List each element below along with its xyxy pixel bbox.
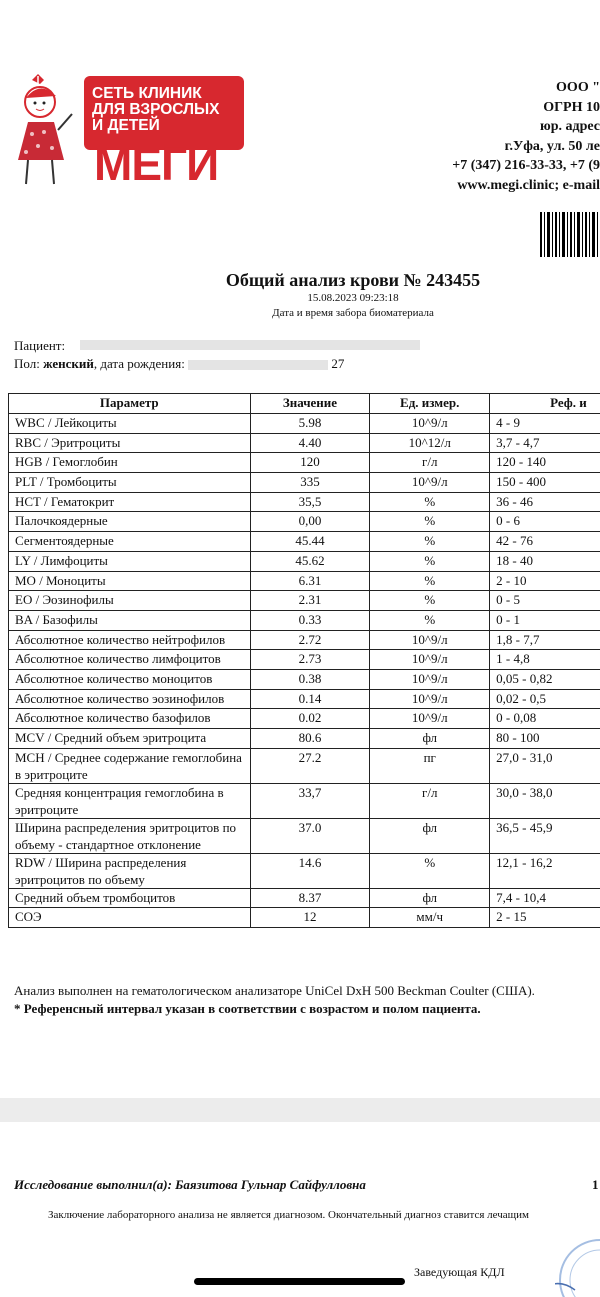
cell-reference: 36 - 46 — [490, 492, 600, 512]
cell-unit: % — [370, 532, 490, 552]
cell-reference: 27,0 - 31,0 — [490, 748, 600, 783]
collection-date-label: Дата и время забора биоматериала — [272, 307, 434, 319]
cell-parameter: Средний объем тромбоцитов — [9, 888, 251, 908]
cell-parameter: RDW / Ширина распределения эритроцитов по объему — [9, 853, 251, 888]
cell-value: 335 — [250, 473, 370, 493]
results-table — [8, 393, 600, 928]
cell-value: 5.98 — [250, 414, 370, 434]
cell-parameter: Средняя концентрация гемоглобина в эритроците — [9, 783, 251, 818]
cell-value: 33,7 — [250, 783, 370, 818]
cell-unit: мм/ч — [370, 908, 490, 928]
stamp-icon — [555, 1235, 600, 1297]
cell-unit: % — [370, 853, 490, 888]
cell-value: 12 — [250, 908, 370, 928]
table-row — [9, 630, 600, 650]
cell-parameter: СОЭ — [9, 908, 251, 928]
cell-reference: 0,05 - 0,82 — [490, 669, 600, 689]
cell-value: 45.44 — [250, 532, 370, 552]
cell-reference: 80 - 100 — [490, 729, 600, 749]
cell-reference: 30,0 - 38,0 — [490, 783, 600, 818]
cell-value: 0.02 — [250, 709, 370, 729]
cell-parameter: Абсолютное количество эозинофилов — [9, 689, 251, 709]
cell-value: 27.2 — [250, 748, 370, 783]
cell-unit: пг — [370, 748, 490, 783]
cell-value: 2.31 — [250, 591, 370, 611]
table-row — [9, 650, 600, 670]
table-row — [9, 591, 600, 611]
disclaimer: Заключение лабораторного анализа не является диагнозом. Окончательный диагноз ставится лечащим — [48, 1209, 530, 1221]
cell-parameter: MCH / Среднее содержание гемоглобина в эритроците — [9, 748, 251, 783]
cell-value: 80.6 — [250, 729, 370, 749]
cell-reference: 12,1 - 16,2 — [490, 853, 600, 888]
cell-parameter: HCT / Гематокрит — [9, 492, 251, 512]
page-separator — [0, 1098, 600, 1122]
barcode-icon — [540, 212, 600, 257]
patient-age: 27 — [331, 356, 345, 371]
header-reference: Реф. и — [490, 394, 600, 414]
table-row — [9, 729, 600, 749]
table-row — [9, 908, 600, 928]
cell-reference: 0 - 6 — [490, 512, 600, 532]
cell-parameter: Абсолютное количество моноцитов — [9, 669, 251, 689]
cell-reference: 0 - 5 — [490, 591, 600, 611]
cell-unit: 10^12/л — [370, 433, 490, 453]
cell-unit: фл — [370, 818, 490, 853]
cell-value: 45.62 — [250, 551, 370, 571]
cell-parameter: Абсолютное количество базофилов — [9, 709, 251, 729]
cell-parameter: EO / Эозинофилы — [9, 591, 251, 611]
table-row — [9, 689, 600, 709]
cell-value: 37.0 — [250, 818, 370, 853]
head-signature-label: Заведующая КДЛ — [414, 1265, 505, 1279]
table-row — [9, 818, 600, 853]
report-title: Общий анализ крови № 243455 — [225, 270, 481, 290]
cell-reference: 36,5 - 45,9 — [490, 818, 600, 853]
table-row — [9, 433, 600, 453]
reference-note: * Референсный интервал указан в соответствии с возрастом и полом пациента. — [14, 1001, 481, 1016]
header-parameter: Параметр — [9, 394, 251, 414]
table-row — [9, 853, 600, 888]
cell-reference: 1 - 4,8 — [490, 650, 600, 670]
cell-reference: 42 - 76 — [490, 532, 600, 552]
home-indicator[interactable] — [194, 1278, 405, 1285]
cell-unit: фл — [370, 888, 490, 908]
cell-value: 4.40 — [250, 433, 370, 453]
table-row — [9, 551, 600, 571]
cell-unit: 10^9/л — [370, 669, 490, 689]
cell-unit: % — [370, 492, 490, 512]
collection-date: 15.08.2023 09:23:18 — [307, 292, 399, 304]
cell-value: 0,00 — [250, 512, 370, 532]
table-row — [9, 571, 600, 591]
cell-unit: 10^9/л — [370, 414, 490, 434]
cell-unit: % — [370, 610, 490, 630]
cell-reference: 0 - 1 — [490, 610, 600, 630]
cell-reference: 3,7 - 4,7 — [490, 433, 600, 453]
organization-details: ООО " ОГРН 10 юр. адрес г.Уфа, ул. 50 ле +7 (347) 216-33-33, +7 (9 www.megi.clinic; e-mail — [452, 80, 600, 193]
cell-unit: % — [370, 571, 490, 591]
cell-parameter: BA / Базофилы — [9, 610, 251, 630]
redacted-patient-name — [80, 340, 420, 350]
header-unit: Ед. измер. — [370, 394, 490, 414]
table-row — [9, 473, 600, 493]
cell-value: 35,5 — [250, 492, 370, 512]
girl-mascot-icon — [14, 72, 84, 192]
logo-banner: СЕТЬ КЛИНИК ДЛЯ ВЗРОСЛЫХ И ДЕТЕЙ — [84, 76, 244, 150]
patient-sex-row: Пол: женский, дата рождения: 27 — [14, 356, 345, 371]
cell-value: 8.37 — [250, 888, 370, 908]
cell-unit: 10^9/л — [370, 709, 490, 729]
cell-value: 0.33 — [250, 610, 370, 630]
cell-unit: 10^9/л — [370, 650, 490, 670]
header-value: Значение — [250, 394, 370, 414]
cell-unit: % — [370, 551, 490, 571]
cell-reference: 120 - 140 — [490, 453, 600, 473]
cell-parameter: Сегментоядерные — [9, 532, 251, 552]
table-row — [9, 532, 600, 552]
cell-unit: г/л — [370, 783, 490, 818]
cell-unit: 10^9/л — [370, 630, 490, 650]
cell-unit: % — [370, 512, 490, 532]
cell-parameter: LY / Лимфоциты — [9, 551, 251, 571]
cell-parameter: Палочкоядерные — [9, 512, 251, 532]
table-row — [9, 610, 600, 630]
cell-unit: фл — [370, 729, 490, 749]
table-row — [9, 453, 600, 473]
cell-parameter: MO / Моноциты — [9, 571, 251, 591]
cell-parameter: HGB / Гемоглобин — [9, 453, 251, 473]
cell-parameter: Абсолютное количество лимфоцитов — [9, 650, 251, 670]
table-row — [9, 783, 600, 818]
cell-reference: 150 - 400 — [490, 473, 600, 493]
cell-parameter: RBC / Эритроциты — [9, 433, 251, 453]
cell-value: 2.73 — [250, 650, 370, 670]
cell-reference: 0 - 0,08 — [490, 709, 600, 729]
cell-parameter: Ширина распределения эритроцитов по объему - стандартное отклонение — [9, 818, 251, 853]
logo-brand: МЕГИ — [94, 138, 219, 190]
patient-sex: женский — [43, 356, 94, 371]
table-row — [9, 414, 600, 434]
clinic-logo — [14, 72, 244, 192]
executor-line: Исследование выполнил(а): Баязитова Гульнар Сайфулловна — [14, 1177, 366, 1192]
table-row — [9, 669, 600, 689]
cell-reference: 7,4 - 10,4 — [490, 888, 600, 908]
cell-unit: 10^9/л — [370, 473, 490, 493]
cell-reference: 4 - 9 — [490, 414, 600, 434]
cell-unit: 10^9/л — [370, 689, 490, 709]
cell-value: 0.14 — [250, 689, 370, 709]
cell-reference: 2 - 15 — [490, 908, 600, 928]
cell-unit: г/л — [370, 453, 490, 473]
cell-parameter: Абсолютное количество нейтрофилов — [9, 630, 251, 650]
cell-reference: 0,02 - 0,5 — [490, 689, 600, 709]
cell-value: 0.38 — [250, 669, 370, 689]
cell-reference: 1,8 - 7,7 — [490, 630, 600, 650]
table-row — [9, 709, 600, 729]
page-number: 1 — [592, 1177, 599, 1192]
cell-parameter: WBC / Лейкоциты — [9, 414, 251, 434]
table-row — [9, 492, 600, 512]
cell-reference: 2 - 10 — [490, 571, 600, 591]
cell-parameter: PLT / Тромбоциты — [9, 473, 251, 493]
table-row — [9, 512, 600, 532]
redacted-birthdate — [188, 360, 328, 370]
cell-parameter: MCV / Средний объем эритроцита — [9, 729, 251, 749]
patient-label: Пациент: — [14, 338, 66, 353]
analyzer-note: Анализ выполнен на гематологическом анализаторе UniCel DxH 500 Beckman Coulter (США). — [14, 983, 535, 998]
table-header-row — [9, 394, 600, 414]
cell-value: 2.72 — [250, 630, 370, 650]
cell-reference: 18 - 40 — [490, 551, 600, 571]
cell-value: 6.31 — [250, 571, 370, 591]
cell-unit: % — [370, 591, 490, 611]
table-row — [9, 748, 600, 783]
cell-value: 14.6 — [250, 853, 370, 888]
cell-value: 120 — [250, 453, 370, 473]
table-row — [9, 888, 600, 908]
